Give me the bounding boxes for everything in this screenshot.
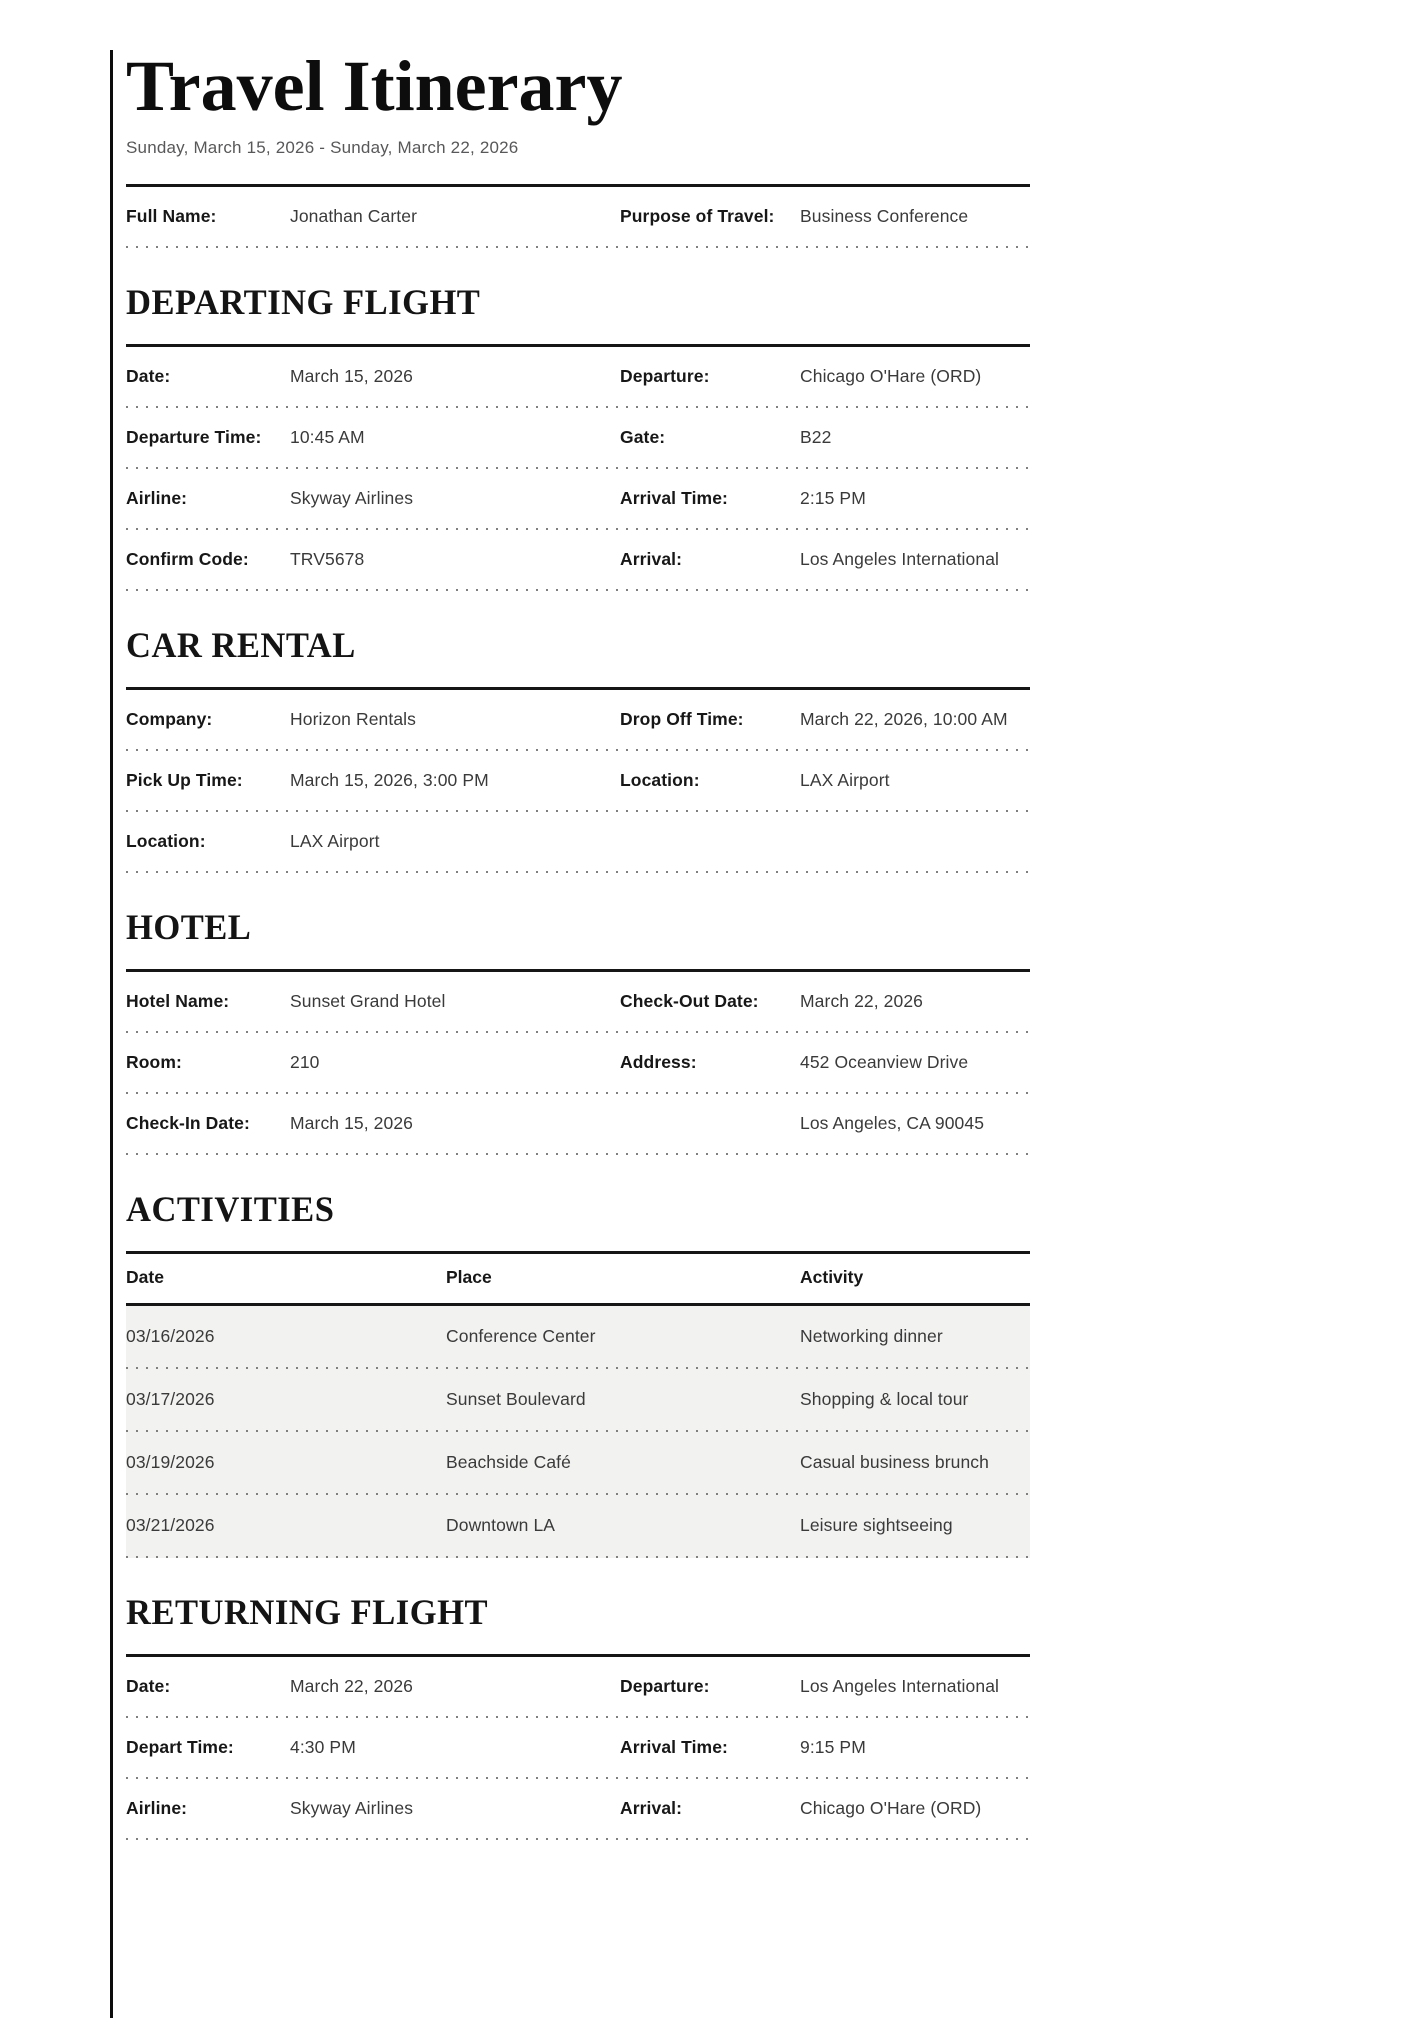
field-value: Chicago O'Hare (ORD) (800, 366, 982, 386)
field-label: Check-Out Date: (620, 991, 759, 1011)
section-hotel (126, 909, 1030, 1155)
table-row (126, 1432, 1030, 1495)
table-cell-place: Conference Center (446, 1326, 596, 1346)
field-label: Room: (126, 1052, 182, 1072)
field-value: Sunset Grand Hotel (290, 991, 446, 1011)
table-cell-place: Downtown LA (446, 1515, 556, 1535)
section-departing-flight (126, 284, 1030, 591)
field-label: Departure: (620, 366, 710, 386)
field-row (126, 1094, 1030, 1155)
field-label: Address: (620, 1052, 697, 1072)
field-label: Date: (126, 1676, 171, 1696)
field-value: 452 Oceanview Drive (800, 1052, 969, 1072)
field-value: March 22, 2026 (290, 1676, 414, 1696)
column-header-place: Place (446, 1267, 492, 1287)
section-heading: RETURNING FLIGHT (126, 1592, 488, 1632)
field-value: Skyway Airlines (290, 488, 414, 508)
field-row (126, 1779, 1030, 1840)
field-value: March 15, 2026, 3:00 PM (290, 770, 489, 790)
field-row (126, 690, 1030, 751)
field-value: Los Angeles International (800, 549, 1000, 569)
table-cell-activity: Networking dinner (800, 1326, 943, 1346)
field-label: Company: (126, 709, 213, 729)
table-cell-place: Beachside Café (446, 1452, 571, 1472)
field-label: Check-In Date: (126, 1113, 250, 1133)
field-value: Los Angeles International (800, 1676, 1000, 1696)
section-returning-flight (126, 1594, 1030, 1840)
field-value: 2:15 PM (800, 488, 866, 508)
section-heading: DEPARTING FLIGHT (126, 282, 481, 322)
field-label: Airline: (126, 488, 188, 508)
page-title: Travel Itinerary (126, 46, 623, 126)
purpose-label: Purpose of Travel: (620, 206, 775, 226)
field-value: 9:15 PM (800, 1737, 866, 1757)
field-row (126, 347, 1030, 408)
itinerary-document (126, 46, 1030, 1840)
table-cell-place: Sunset Boulevard (446, 1389, 586, 1409)
field-value: Skyway Airlines (290, 1798, 414, 1818)
table-cell-activity: Leisure sightseeing (800, 1515, 953, 1535)
table-row (126, 1495, 1030, 1558)
table-header-row (126, 1254, 1030, 1303)
section-heading: HOTEL (126, 907, 252, 947)
field-value: TRV5678 (290, 549, 365, 569)
field-label: Pick Up Time: (126, 770, 243, 790)
field-value: 4:30 PM (290, 1737, 356, 1757)
field-value: 210 (290, 1052, 320, 1072)
column-header-date: Date (126, 1267, 164, 1287)
field-value: March 22, 2026, 10:00 AM (800, 709, 1008, 729)
table-cell-date: 03/16/2026 (126, 1326, 215, 1346)
field-value: March 15, 2026 (290, 1113, 414, 1133)
trip-date-range: Sunday, March 15, 2026 - Sunday, March 22, 2026 (126, 138, 519, 157)
field-row (126, 408, 1030, 469)
field-row (126, 972, 1030, 1033)
table-cell-date: 03/21/2026 (126, 1515, 215, 1535)
field-row (126, 530, 1030, 591)
field-label: Gate: (620, 427, 666, 447)
section-heading: ACTIVITIES (126, 1189, 335, 1229)
field-value: Los Angeles, CA 90045 (800, 1113, 985, 1133)
field-row (126, 1657, 1030, 1718)
field-value: B22 (800, 427, 832, 447)
field-label: Drop Off Time: (620, 709, 744, 729)
field-row (126, 469, 1030, 530)
table-cell-activity: Casual business brunch (800, 1452, 989, 1472)
full-name-label: Full Name: (126, 206, 217, 226)
field-value: March 15, 2026 (290, 366, 414, 386)
left-margin-rule (110, 50, 113, 2018)
full-name-value: Jonathan Carter (290, 206, 417, 226)
field-label: Location: (620, 770, 700, 790)
column-header-activity: Activity (800, 1267, 864, 1287)
field-value: March 22, 2026 (800, 991, 924, 1011)
field-row (126, 1033, 1030, 1094)
field-label: Hotel Name: (126, 991, 230, 1011)
field-value: LAX Airport (290, 831, 380, 851)
field-value: LAX Airport (800, 770, 890, 790)
field-label: Location: (126, 831, 206, 851)
field-label: Arrival: (620, 549, 683, 569)
section-heading: CAR RENTAL (126, 625, 356, 665)
table-row (126, 1306, 1030, 1369)
field-label: Date: (126, 366, 171, 386)
field-label: Arrival: (620, 1798, 683, 1818)
field-label: Airline: (126, 1798, 188, 1818)
section-car-rental (126, 627, 1030, 873)
field-label: Depart Time: (126, 1737, 234, 1757)
field-label: Arrival Time: (620, 488, 728, 508)
table-cell-date: 03/19/2026 (126, 1452, 215, 1472)
field-value: Chicago O'Hare (ORD) (800, 1798, 982, 1818)
purpose-value: Business Conference (800, 206, 969, 226)
field-label: Confirm Code: (126, 549, 249, 569)
field-label: Departure: (620, 1676, 710, 1696)
field-value: 10:45 AM (290, 427, 365, 447)
field-value: Horizon Rentals (290, 709, 416, 729)
field-label: Arrival Time: (620, 1737, 728, 1757)
field-row (126, 751, 1030, 812)
table-cell-date: 03/17/2026 (126, 1389, 215, 1409)
table-cell-activity: Shopping & local tour (800, 1389, 969, 1409)
field-row (126, 1718, 1030, 1779)
field-row (126, 812, 1030, 873)
traveler-row (126, 187, 1030, 248)
table-row (126, 1369, 1030, 1432)
field-label: Departure Time: (126, 427, 262, 447)
section-activities (126, 1191, 1030, 1558)
